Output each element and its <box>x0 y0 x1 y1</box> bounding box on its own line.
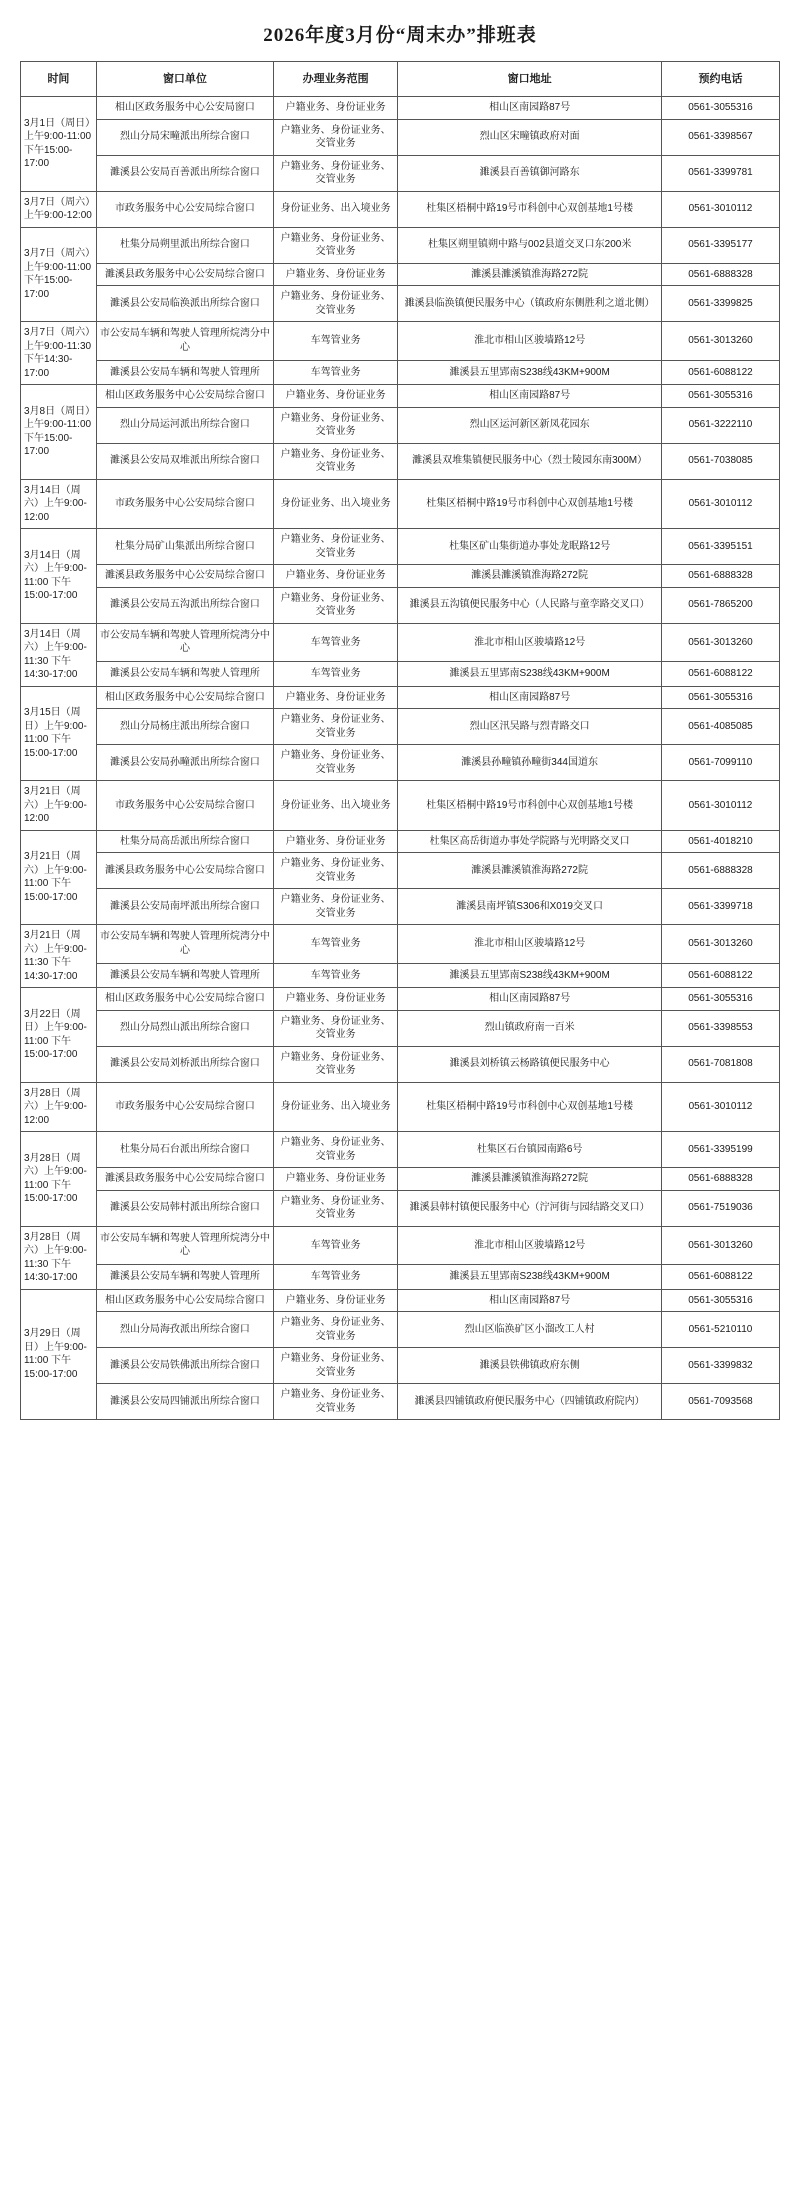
cell-phone: 0561-3055316 <box>661 1289 779 1312</box>
cell-scope: 户籍业务、身份证业务 <box>273 263 397 286</box>
table-row <box>21 322 780 361</box>
cell-time: 3月28日（周六）上午9:00-11:30 下午14:30-17:00 <box>21 1226 97 1289</box>
table-row <box>21 889 780 925</box>
cell-scope: 车驾管业务 <box>273 1265 397 1289</box>
table-row <box>21 97 780 120</box>
cell-phone: 0561-6888328 <box>661 853 779 889</box>
cell-phone: 0561-3013260 <box>661 322 779 361</box>
cell-unit: 市公安局车辆和驾驶人管理所烷湾分中心 <box>96 623 273 662</box>
table-row <box>21 191 780 227</box>
table-row <box>21 988 780 1011</box>
cell-address: 烈山镇政府南一百米 <box>398 1010 662 1046</box>
cell-time: 3月7日（周六）上午9:00-11:00 下午15:00-17:00 <box>21 227 97 322</box>
column-header-address: 窗口地址 <box>398 62 662 97</box>
cell-phone: 0561-6088122 <box>661 1265 779 1289</box>
table-row <box>21 963 780 987</box>
cell-scope: 户籍业务、身份证业务、交管业务 <box>273 587 397 623</box>
cell-unit: 市政务服务中心公安局综合窗口 <box>96 191 273 227</box>
table-row <box>21 529 780 565</box>
cell-address: 相山区南园路87号 <box>398 1289 662 1312</box>
cell-address: 相山区南园路87号 <box>398 97 662 120</box>
cell-scope: 户籍业务、身份证业务 <box>273 1168 397 1191</box>
cell-unit: 市政务服务中心公安局综合窗口 <box>96 1082 273 1132</box>
cell-phone: 0561-7038085 <box>661 443 779 479</box>
cell-address: 濉溪县临涣镇便民服务中心（镇政府东侧胜利之道北侧） <box>398 286 662 322</box>
cell-phone: 0561-4085085 <box>661 709 779 745</box>
cell-phone: 0561-6088122 <box>661 360 779 384</box>
cell-address: 濉溪县濉溪镇淮海路272院 <box>398 263 662 286</box>
cell-time: 3月21日（周六）上午9:00-11:00 下午15:00-17:00 <box>21 830 97 925</box>
table-row <box>21 925 780 964</box>
cell-scope: 户籍业务、身份证业务 <box>273 830 397 853</box>
cell-unit: 濉溪县政务服务中心公安局综合窗口 <box>96 853 273 889</box>
table-row <box>21 709 780 745</box>
page-title: 2026年度3月份“周末办”排班表 <box>263 25 537 46</box>
cell-scope: 身份证业务、出入境业务 <box>273 781 397 831</box>
table-row <box>21 1265 780 1289</box>
table-row <box>21 1010 780 1046</box>
cell-address: 淮北市相山区骏墙路12号 <box>398 925 662 964</box>
cell-phone: 0561-3395177 <box>661 227 779 263</box>
cell-time: 3月21日（周六）上午9:00-12:00 <box>21 781 97 831</box>
cell-scope: 户籍业务、身份证业务、交管业务 <box>273 1010 397 1046</box>
cell-scope: 身份证业务、出入境业务 <box>273 1082 397 1132</box>
cell-phone: 0561-3399718 <box>661 889 779 925</box>
table-row <box>21 745 780 781</box>
cell-address: 杜集区石台镇园南路6号 <box>398 1132 662 1168</box>
schedule-table <box>20 61 780 1420</box>
cell-scope: 户籍业务、身份证业务、交管业务 <box>273 1348 397 1384</box>
cell-address: 濉溪县五里郢南S238线43KM+900M <box>398 360 662 384</box>
cell-time: 3月14日（周六）上午9:00-11:30 下午14:30-17:00 <box>21 623 97 686</box>
cell-address: 濉溪县孙疃镇孙疃街344国道东 <box>398 745 662 781</box>
cell-phone: 0561-6088122 <box>661 662 779 686</box>
cell-phone: 0561-7519036 <box>661 1190 779 1226</box>
cell-phone: 0561-3010112 <box>661 1082 779 1132</box>
cell-address: 濉溪县百善镇御河路东 <box>398 155 662 191</box>
cell-scope: 户籍业务、身份证业务、交管业务 <box>273 155 397 191</box>
cell-unit: 烈山分局海孜派出所综合窗口 <box>96 1312 273 1348</box>
cell-address: 濉溪县五沟镇便民服务中心（人民路与童孪路交叉口） <box>398 587 662 623</box>
cell-time: 3月28日（周六）上午9:00-12:00 <box>21 1082 97 1132</box>
cell-unit: 市公安局车辆和驾驶人管理所烷湾分中心 <box>96 322 273 361</box>
table-row <box>21 1289 780 1312</box>
cell-time: 3月14日（周六）上午9:00-11:00 下午15:00-17:00 <box>21 529 97 624</box>
cell-address: 淮北市相山区骏墙路12号 <box>398 1226 662 1265</box>
cell-address: 烈山区运河新区新凤花园东 <box>398 407 662 443</box>
cell-phone: 0561-3055316 <box>661 97 779 120</box>
cell-address: 淮北市相山区骏墙路12号 <box>398 623 662 662</box>
cell-phone: 0561-7865200 <box>661 587 779 623</box>
cell-phone: 0561-3395199 <box>661 1132 779 1168</box>
cell-phone: 0561-3010112 <box>661 479 779 529</box>
cell-scope: 车驾管业务 <box>273 360 397 384</box>
cell-scope: 户籍业务、身份证业务、交管业务 <box>273 529 397 565</box>
cell-address: 濉溪县韩村镇便民服务中心（泞河街与园结路交叉口） <box>398 1190 662 1226</box>
header-row <box>21 62 780 97</box>
cell-address: 濉溪县刘桥镇云杨路镇便民服务中心 <box>398 1046 662 1082</box>
cell-unit: 杜集分局矿山集派出所综合窗口 <box>96 529 273 565</box>
cell-time: 3月29日（周日）上午9:00-11:00 下午15:00-17:00 <box>21 1289 97 1420</box>
cell-address: 杜集区朔里镇朔中路与002县道交叉口东200米 <box>398 227 662 263</box>
cell-phone: 0561-6088122 <box>661 963 779 987</box>
table-row <box>21 227 780 263</box>
cell-phone: 0561-3055316 <box>661 385 779 408</box>
cell-unit: 濉溪县公安局车辆和驾驶人管理所 <box>96 662 273 686</box>
cell-scope: 户籍业务、身份证业务、交管业务 <box>273 1046 397 1082</box>
table-row <box>21 443 780 479</box>
cell-phone: 0561-5210110 <box>661 1312 779 1348</box>
cell-time: 3月22日（周日）上午9:00-11:00 下午15:00-17:00 <box>21 988 97 1083</box>
cell-unit: 濉溪县政务服务中心公安局综合窗口 <box>96 263 273 286</box>
cell-scope: 车驾管业务 <box>273 925 397 964</box>
table-row <box>21 565 780 588</box>
cell-address: 杜集区梧桐中路19号市科创中心双创基地1号楼 <box>398 479 662 529</box>
cell-phone: 0561-3395151 <box>661 529 779 565</box>
table-row <box>21 1190 780 1226</box>
cell-time: 3月14日（周六）上午9:00-12:00 <box>21 479 97 529</box>
cell-unit: 濉溪县公安局车辆和驾驶人管理所 <box>96 1265 273 1289</box>
cell-address: 濉溪县铁佛镇政府东侧 <box>398 1348 662 1384</box>
cell-address: 杜集区梧桐中路19号市科创中心双创基地1号楼 <box>398 191 662 227</box>
cell-phone: 0561-7093568 <box>661 1384 779 1420</box>
cell-scope: 户籍业务、身份证业务 <box>273 385 397 408</box>
cell-time: 3月21日（周六）上午9:00-11:30 下午14:30-17:00 <box>21 925 97 988</box>
cell-unit: 濉溪县政务服务中心公安局综合窗口 <box>96 565 273 588</box>
table-row <box>21 1384 780 1420</box>
table-row <box>21 1312 780 1348</box>
cell-unit: 相山区政务服务中心公安局综合窗口 <box>96 385 273 408</box>
cell-phone: 0561-7081808 <box>661 1046 779 1082</box>
cell-unit: 濉溪县公安局五沟派出所综合窗口 <box>96 587 273 623</box>
cell-time: 3月8日（周日）上午9:00-11:00 下午15:00-17:00 <box>21 385 97 480</box>
cell-unit: 烈山分局运河派出所综合窗口 <box>96 407 273 443</box>
cell-address: 烈山区临涣矿区小溜改工人村 <box>398 1312 662 1348</box>
cell-unit: 烈山分局烈山派出所综合窗口 <box>96 1010 273 1046</box>
cell-address: 濉溪县四铺镇政府便民服务中心（四铺镇政府院内） <box>398 1384 662 1420</box>
cell-scope: 户籍业务、身份证业务、交管业务 <box>273 1190 397 1226</box>
cell-unit: 杜集分局朔里派出所综合窗口 <box>96 227 273 263</box>
cell-scope: 车驾管业务 <box>273 623 397 662</box>
cell-address: 濉溪县五里郢南S238线43KM+900M <box>398 963 662 987</box>
cell-unit: 市公安局车辆和驾驶人管理所烷湾分中心 <box>96 925 273 964</box>
cell-unit: 相山区政务服务中心公安局窗口 <box>96 97 273 120</box>
cell-unit: 濉溪县公安局铁佛派出所综合窗口 <box>96 1348 273 1384</box>
cell-scope: 户籍业务、身份证业务、交管业务 <box>273 227 397 263</box>
cell-scope: 户籍业务、身份证业务、交管业务 <box>273 407 397 443</box>
cell-address: 相山区南园路87号 <box>398 385 662 408</box>
table-row <box>21 385 780 408</box>
cell-phone: 0561-4018210 <box>661 830 779 853</box>
cell-unit: 濉溪县公安局临涣派出所综合窗口 <box>96 286 273 322</box>
cell-unit: 相山区政务服务中心公安局综合窗口 <box>96 686 273 709</box>
cell-unit: 濉溪县公安局南坪派出所综合窗口 <box>96 889 273 925</box>
cell-scope: 户籍业务、身份证业务、交管业务 <box>273 1312 397 1348</box>
table-row <box>21 407 780 443</box>
cell-address: 相山区南园路87号 <box>398 686 662 709</box>
cell-scope: 户籍业务、身份证业务 <box>273 988 397 1011</box>
cell-scope: 车驾管业务 <box>273 322 397 361</box>
cell-address: 濉溪县濉溪镇淮海路272院 <box>398 1168 662 1191</box>
table-row <box>21 155 780 191</box>
cell-unit: 烈山分局宋疃派出所综合窗口 <box>96 119 273 155</box>
cell-unit: 濉溪县公安局孙疃派出所综合窗口 <box>96 745 273 781</box>
table-row <box>21 1132 780 1168</box>
table-row <box>21 1082 780 1132</box>
cell-scope: 身份证业务、出入境业务 <box>273 191 397 227</box>
table-row <box>21 479 780 529</box>
cell-scope: 身份证业务、出入境业务 <box>273 479 397 529</box>
table-row <box>21 853 780 889</box>
cell-address: 杜集区高岳街道办事处学院路与光明路交叉口 <box>398 830 662 853</box>
cell-scope: 户籍业务、身份证业务 <box>273 686 397 709</box>
cell-scope: 户籍业务、身份证业务、交管业务 <box>273 853 397 889</box>
cell-time: 3月15日（周日）上午9:00-11:00 下午15:00-17:00 <box>21 686 97 781</box>
cell-address: 濉溪县双堆集镇便民服务中心（烈士陵园东南300M） <box>398 443 662 479</box>
cell-unit: 杜集分局高岳派出所综合窗口 <box>96 830 273 853</box>
cell-unit: 濉溪县公安局双堆派出所综合窗口 <box>96 443 273 479</box>
table-row <box>21 1046 780 1082</box>
cell-phone: 0561-3010112 <box>661 781 779 831</box>
cell-unit: 相山区政务服务中心公安局综合窗口 <box>96 1289 273 1312</box>
cell-unit: 濉溪县政务服务中心公安局综合窗口 <box>96 1168 273 1191</box>
cell-phone: 0561-3013260 <box>661 925 779 964</box>
table-row <box>21 662 780 686</box>
table-row <box>21 587 780 623</box>
cell-phone: 0561-3010112 <box>661 191 779 227</box>
table-row <box>21 360 780 384</box>
table-row <box>21 830 780 853</box>
cell-unit: 濉溪县公安局百善派出所综合窗口 <box>96 155 273 191</box>
cell-phone: 0561-7099110 <box>661 745 779 781</box>
cell-address: 濉溪县濉溪镇淮海路272院 <box>398 853 662 889</box>
column-header-time: 时间 <box>21 62 97 97</box>
table-row <box>21 623 780 662</box>
cell-address: 杜集区矿山集街道办事处龙眠路12号 <box>398 529 662 565</box>
cell-scope: 户籍业务、身份证业务 <box>273 565 397 588</box>
cell-time: 3月1日（周日）上午9:00-11:00 下午15:00-17:00 <box>21 97 97 192</box>
cell-phone: 0561-3055316 <box>661 686 779 709</box>
cell-unit: 市政务服务中心公安局综合窗口 <box>96 479 273 529</box>
cell-unit: 市政务服务中心公安局综合窗口 <box>96 781 273 831</box>
cell-phone: 0561-3222110 <box>661 407 779 443</box>
cell-address: 濉溪县南坪镇S306和X019交叉口 <box>398 889 662 925</box>
cell-phone: 0561-6888328 <box>661 1168 779 1191</box>
cell-scope: 户籍业务、身份证业务、交管业务 <box>273 745 397 781</box>
cell-time: 3月7日（周六）上午9:00-12:00 <box>21 191 97 227</box>
cell-phone: 0561-3398553 <box>661 1010 779 1046</box>
cell-time: 3月28日（周六）上午9:00-11:00 下午15:00-17:00 <box>21 1132 97 1227</box>
cell-unit: 市公安局车辆和驾驶人管理所烷湾分中心 <box>96 1226 273 1265</box>
cell-unit: 濉溪县公安局刘桥派出所综合窗口 <box>96 1046 273 1082</box>
cell-scope: 户籍业务、身份证业务、交管业务 <box>273 889 397 925</box>
cell-address: 淮北市相山区骏墙路12号 <box>398 322 662 361</box>
cell-phone: 0561-3399832 <box>661 1348 779 1384</box>
cell-address: 相山区南园路87号 <box>398 988 662 1011</box>
cell-unit: 相山区政务服务中心公安局综合窗口 <box>96 988 273 1011</box>
cell-unit: 杜集分局石台派出所综合窗口 <box>96 1132 273 1168</box>
cell-address: 烈山区汛吴路与烈青路交口 <box>398 709 662 745</box>
cell-address: 烈山区宋疃镇政府对面 <box>398 119 662 155</box>
table-row <box>21 686 780 709</box>
cell-address: 杜集区梧桐中路19号市科创中心双创基地1号楼 <box>398 781 662 831</box>
table-header <box>21 62 780 97</box>
cell-scope: 户籍业务、身份证业务 <box>273 97 397 120</box>
cell-scope: 户籍业务、身份证业务、交管业务 <box>273 443 397 479</box>
cell-phone: 0561-3399825 <box>661 286 779 322</box>
cell-scope: 车驾管业务 <box>273 1226 397 1265</box>
cell-scope: 户籍业务、身份证业务、交管业务 <box>273 1384 397 1420</box>
cell-scope: 车驾管业务 <box>273 662 397 686</box>
cell-phone: 0561-3399781 <box>661 155 779 191</box>
table-row <box>21 1348 780 1384</box>
table-body <box>21 97 780 1420</box>
table-row <box>21 781 780 831</box>
cell-address: 濉溪县濉溪镇淮海路272院 <box>398 565 662 588</box>
table-row <box>21 1168 780 1191</box>
cell-phone: 0561-3013260 <box>661 1226 779 1265</box>
cell-time: 3月7日（周六）上午9:00-11:30 下午14:30-17:00 <box>21 322 97 385</box>
table-row <box>21 263 780 286</box>
cell-unit: 濉溪县公安局四铺派出所综合窗口 <box>96 1384 273 1420</box>
cell-address: 杜集区梧桐中路19号市科创中心双创基地1号楼 <box>398 1082 662 1132</box>
column-header-phone: 预约电话 <box>661 62 779 97</box>
cell-unit: 濉溪县公安局车辆和驾驶人管理所 <box>96 963 273 987</box>
cell-unit: 烈山分局杨庄派出所综合窗口 <box>96 709 273 745</box>
cell-phone: 0561-6888328 <box>661 565 779 588</box>
cell-address: 濉溪县五里郢南S238线43KM+900M <box>398 662 662 686</box>
cell-phone: 0561-3013260 <box>661 623 779 662</box>
cell-scope: 户籍业务、身份证业务、交管业务 <box>273 1132 397 1168</box>
cell-unit: 濉溪县公安局车辆和驾驶人管理所 <box>96 360 273 384</box>
column-header-unit: 窗口单位 <box>96 62 273 97</box>
cell-scope: 车驾管业务 <box>273 963 397 987</box>
cell-address: 濉溪县五里郢南S238线43KM+900M <box>398 1265 662 1289</box>
table-row <box>21 1226 780 1265</box>
cell-scope: 户籍业务、身份证业务、交管业务 <box>273 119 397 155</box>
cell-scope: 户籍业务、身份证业务、交管业务 <box>273 709 397 745</box>
table-row <box>21 119 780 155</box>
table-row <box>21 286 780 322</box>
cell-unit: 濉溪县公安局韩村派出所综合窗口 <box>96 1190 273 1226</box>
column-header-scope: 办理业务范围 <box>273 62 397 97</box>
cell-phone: 0561-6888328 <box>661 263 779 286</box>
cell-phone: 0561-3398567 <box>661 119 779 155</box>
cell-scope: 户籍业务、身份证业务 <box>273 1289 397 1312</box>
cell-phone: 0561-3055316 <box>661 988 779 1011</box>
cell-scope: 户籍业务、身份证业务、交管业务 <box>273 286 397 322</box>
